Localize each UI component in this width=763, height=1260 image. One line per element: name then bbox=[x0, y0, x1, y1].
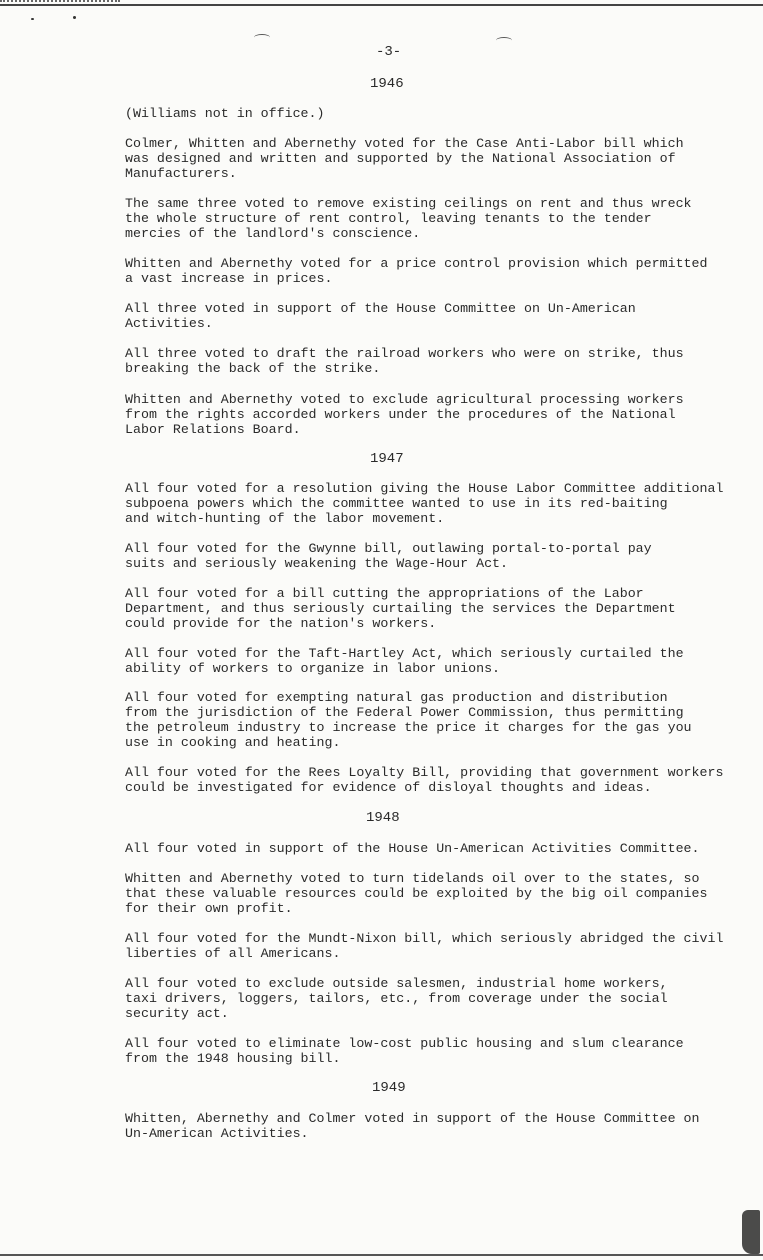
year-heading-1948: 1948 bbox=[366, 810, 400, 826]
paragraph: All four voted to exclude outside salesmen, industrial home workers, taxi drivers, loggers, tailors, etc., from coverage under the social security act. bbox=[125, 976, 668, 1021]
paragraph: All four voted in support of the House Un-American Activities Committee. bbox=[125, 841, 700, 856]
year-heading-1947: 1947 bbox=[370, 451, 404, 467]
paragraph: (Williams not in office.) bbox=[125, 106, 325, 121]
year-heading-1949: 1949 bbox=[372, 1080, 406, 1096]
paragraph: All four voted to eliminate low-cost public housing and slum clearance from the 1948 housing bill. bbox=[125, 1036, 684, 1066]
paragraph: All four voted for a bill cutting the appropriations of the Labor Department, and thus seriously curtailing the services the Department could provide for the nation's workers. bbox=[125, 586, 676, 631]
paragraph: All four voted for the Gwynne bill, outlawing portal-to-portal pay suits and seriously weakening the Wage-Hour Act. bbox=[125, 541, 652, 571]
bottom-edge-rule bbox=[0, 1254, 763, 1256]
paragraph: All three voted to draft the railroad workers who were on strike, thus breaking the back of the strike. bbox=[125, 346, 684, 376]
paragraph: All four voted for the Mundt-Nixon bill, which seriously abridged the civil liberties of all Americans. bbox=[125, 931, 724, 961]
paper-speck bbox=[73, 16, 76, 19]
paper-speck bbox=[31, 18, 34, 20]
paragraph: All four voted for a resolution giving the House Labor Committee additional subpoena powers which the committee wanted to use in its red-baiting and witch-hunting of the labor movement. bbox=[125, 481, 724, 526]
paragraph: The same three voted to remove existing ceilings on rent and thus wreck the whole structure of rent control, leaving tenants to the tender mercies of the landlord's conscience. bbox=[125, 196, 692, 241]
paragraph: Whitten, Abernethy and Colmer voted in support of the House Committee on Un-American Activities. bbox=[125, 1111, 700, 1141]
paragraph: Whitten and Abernethy voted to exclude agricultural processing workers from the rights accorded workers under the procedures of the National Labor Relations Board. bbox=[125, 392, 684, 437]
pencil-mark bbox=[496, 37, 512, 44]
pencil-mark bbox=[254, 34, 270, 41]
year-heading-1946: 1946 bbox=[370, 76, 404, 92]
paragraph: All four voted for the Rees Loyalty Bill, providing that government workers could be investigated for evidence of disloyal thoughts and ideas. bbox=[125, 765, 724, 795]
paragraph: Whitten and Abernethy voted for a price control provision which permitted a vast increase in prices. bbox=[125, 256, 708, 286]
page-number: -3- bbox=[376, 44, 402, 60]
paragraph: Whitten and Abernethy voted to turn tidelands oil over to the states, so that these valuable resources could be exploited by the big oil companies for their own profit. bbox=[125, 871, 708, 916]
paragraph: All four voted for exempting natural gas production and distribution from the jurisdiction of the Federal Power Commission, thus permitting the petroleum industry to increase the price it charges for the gas you use in cooking and heating. bbox=[125, 690, 692, 750]
paragraph: Colmer, Whitten and Abernethy voted for the Case Anti-Labor bill which was designed and written and supported by the National Association of Manufacturers. bbox=[125, 136, 684, 181]
top-edge-rule bbox=[0, 4, 763, 6]
paragraph: All four voted for the Taft-Hartley Act, which seriously curtailed the ability of workers to organize in labor unions. bbox=[125, 646, 684, 676]
paragraph: All three voted in support of the House Committee on Un-American Activities. bbox=[125, 301, 636, 331]
scan-edge-mark bbox=[742, 1210, 760, 1254]
